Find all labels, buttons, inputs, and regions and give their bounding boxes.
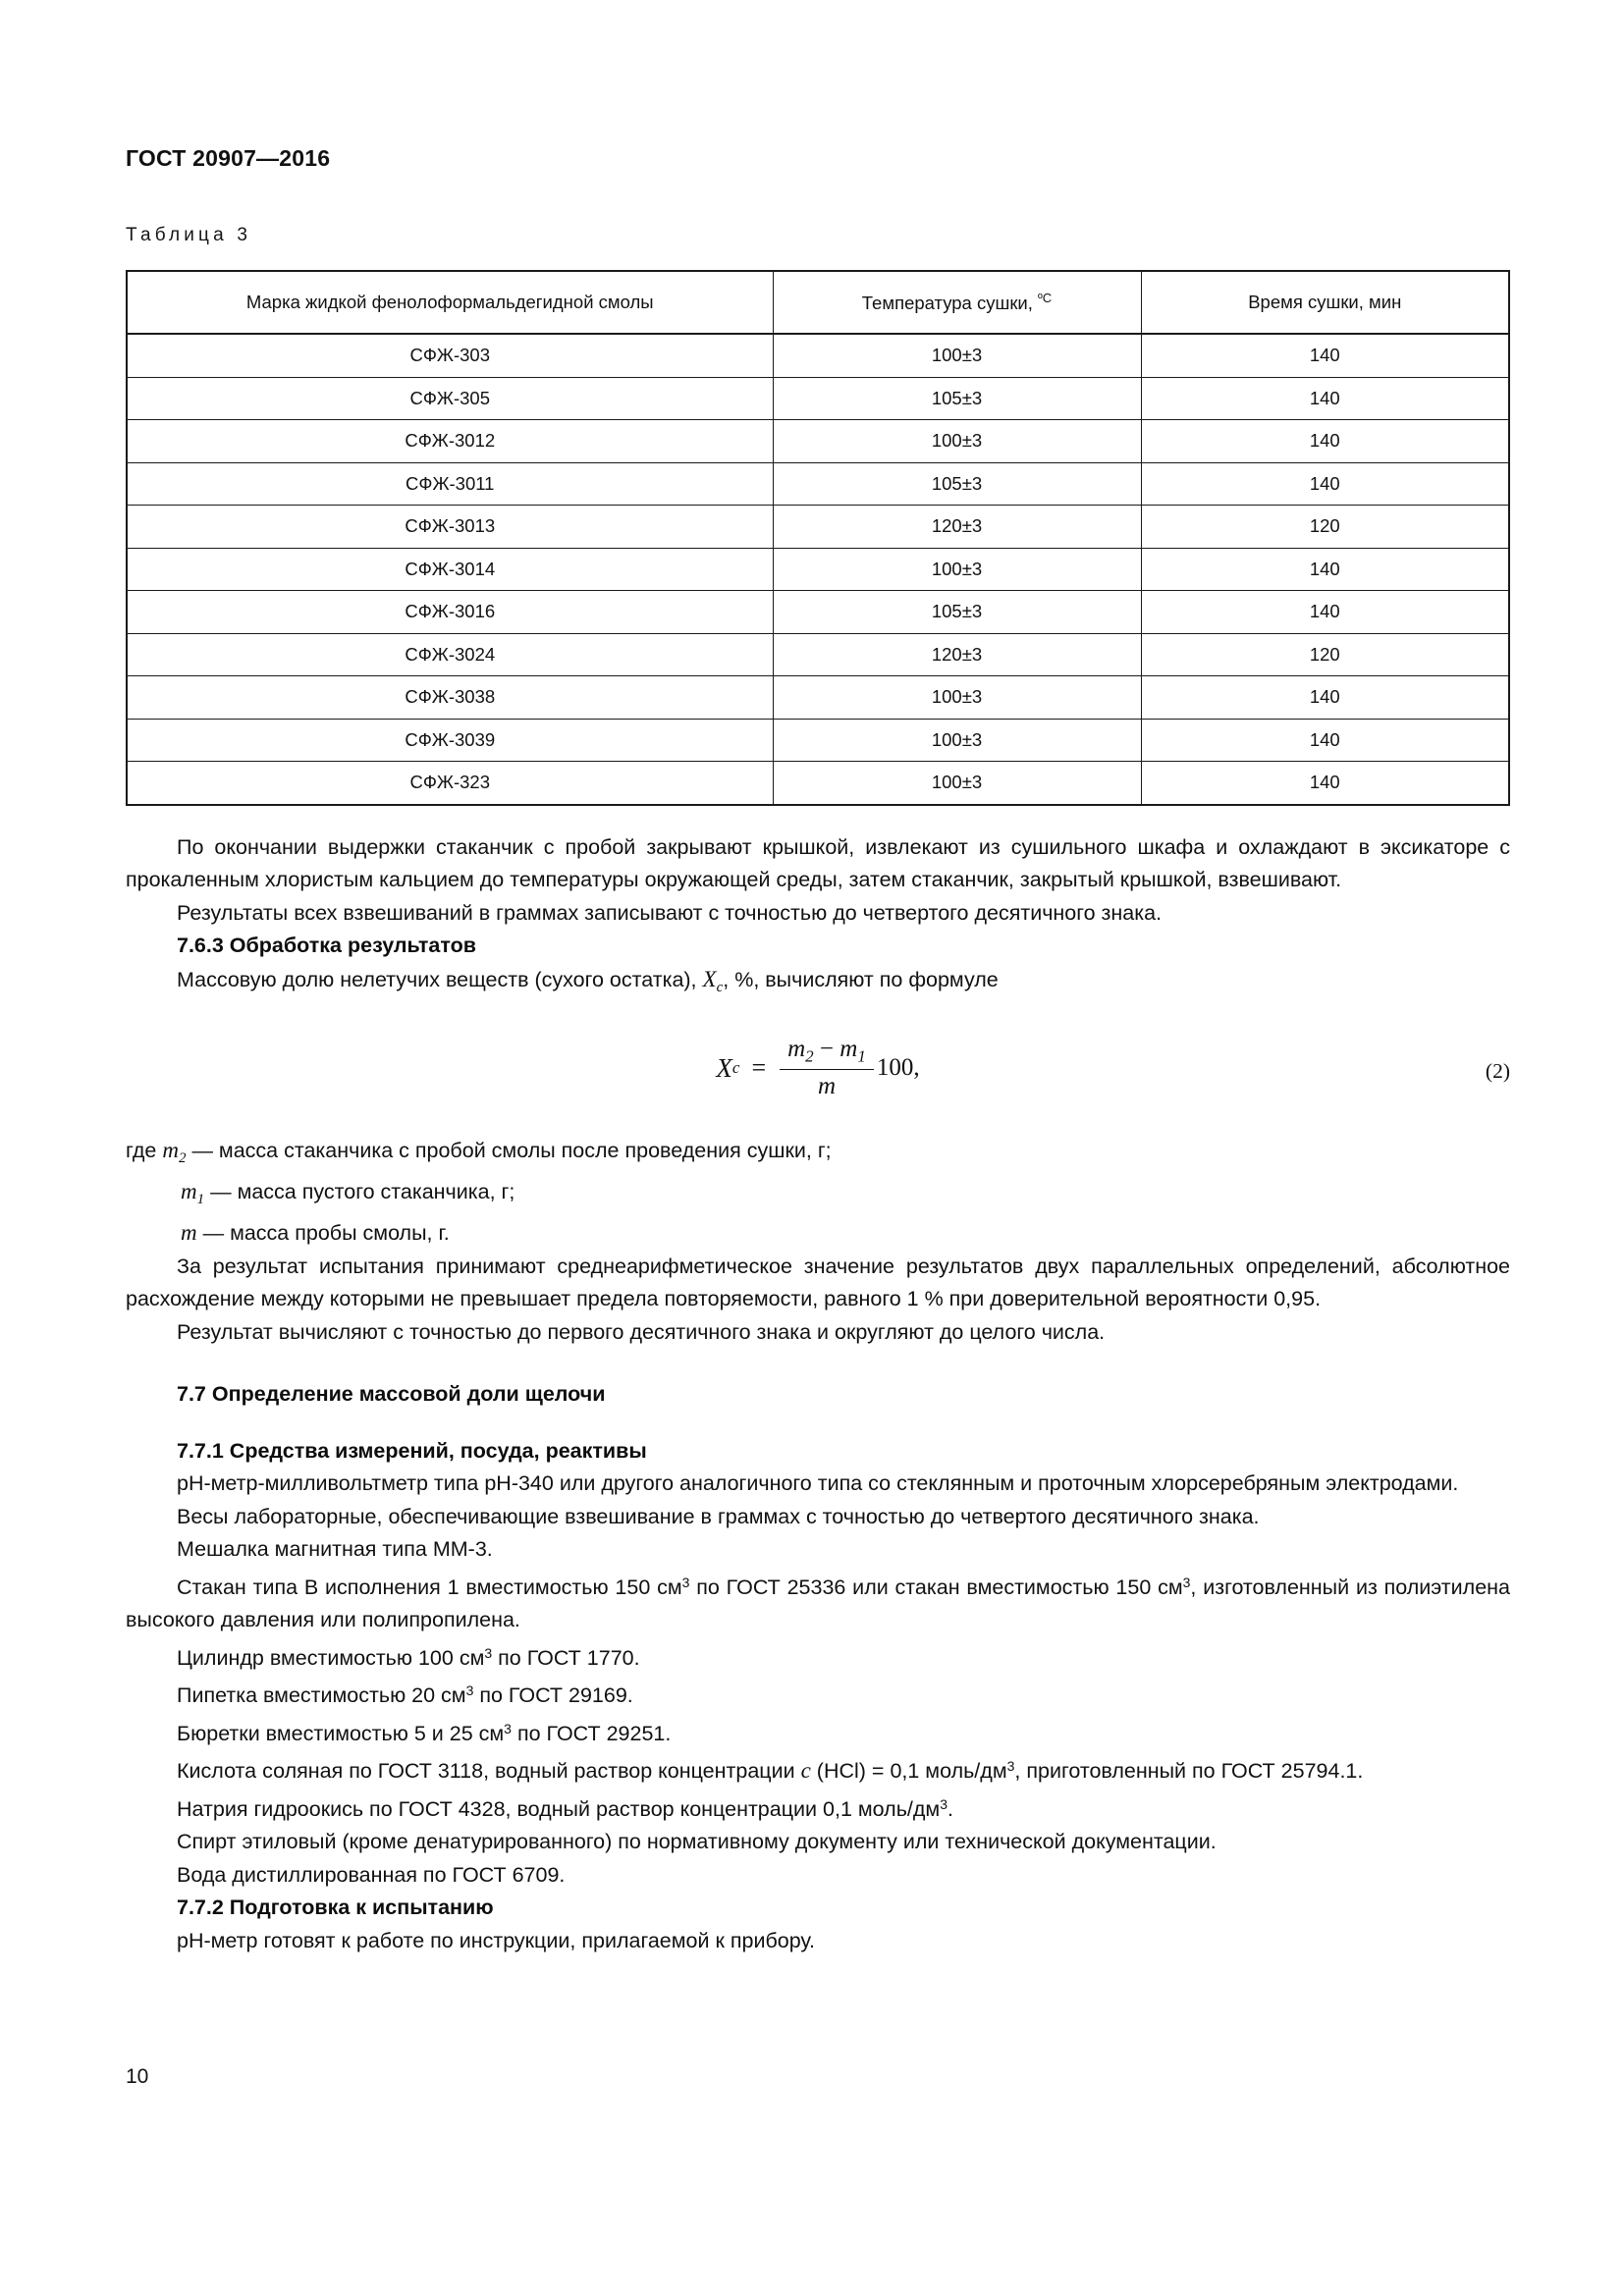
variable-definitions-list bbox=[126, 1134, 1510, 1251]
cell-temperature: 120±3 bbox=[773, 633, 1141, 676]
formula-lhs-subscript: c bbox=[731, 1058, 740, 1078]
column-header-temperature-text: Температура сушки, bbox=[861, 293, 1039, 314]
naoh-text-1: Натрия гидроокись по ГОСТ 4328, водный раствор концентрации 0,1 моль/дм bbox=[177, 1796, 941, 1821]
paragraph-ph-meter: pH-метр-милливольтметр типа pH-340 или другого аналогичного типа со стеклянным и проточным хлорсеребряным электродами. bbox=[177, 1471, 1459, 1496]
formula-numerator-m1-subscript: 1 bbox=[857, 1046, 866, 1066]
formula-denominator: m bbox=[817, 1073, 836, 1100]
variable-definition-m1 bbox=[126, 1175, 1510, 1216]
paragraph-distilled-water: Вода дистиллированная по ГОСТ 6709. bbox=[177, 1862, 566, 1887]
cell-temperature: 100±3 bbox=[773, 719, 1141, 762]
table-row bbox=[127, 548, 1509, 591]
table-row bbox=[127, 420, 1509, 463]
paragraph-magnetic-stirrer: Мешалка магнитная типа ММ-3. bbox=[177, 1537, 493, 1562]
paragraph-formula-intro bbox=[126, 963, 1510, 1004]
heading-7-6-3: 7.6.3 Обработка результатов bbox=[177, 934, 476, 957]
superscript-cubic: 3 bbox=[465, 1682, 474, 1699]
cell-grade: СФЖ-3038 bbox=[127, 676, 773, 720]
cylinder-text-2: по ГОСТ 1770. bbox=[492, 1645, 640, 1670]
cell-time: 140 bbox=[1141, 762, 1509, 805]
paragraph-laboratory-scales: Весы лабораторные, обеспечивающие взвешивание в граммах с точностью до четвертого десятичного знака. bbox=[177, 1504, 1260, 1528]
table-body bbox=[127, 334, 1509, 805]
formula-intro-variable: X bbox=[702, 966, 717, 991]
cell-time: 140 bbox=[1141, 377, 1509, 420]
cell-temperature: 100±3 bbox=[773, 548, 1141, 591]
formula-lhs-variable: X bbox=[716, 1052, 732, 1083]
table-row bbox=[127, 462, 1509, 506]
cell-temperature: 100±3 bbox=[773, 420, 1141, 463]
variable-symbol: m bbox=[162, 1137, 179, 1162]
table-row bbox=[127, 377, 1509, 420]
superscript-cubic: 3 bbox=[1182, 1574, 1191, 1590]
cell-temperature: 100±3 bbox=[773, 334, 1141, 377]
paragraph-pipette bbox=[126, 1675, 1510, 1713]
paragraph-prepare-ph-meter: pH-метр готовят к работе по инструкции, прилагаемой к прибору. bbox=[177, 1928, 816, 1952]
paragraph-after-table: По окончании выдержки стаканчик с пробой закрывают крышкой, извлекают из сушильного шкафа и охлаждают в эксикаторе с прокаленным хлористым кальцием до температуры окружающей среды, затем стаканчик, закрытый крышкой, взвешивают. bbox=[126, 834, 1510, 891]
table-row bbox=[127, 591, 1509, 634]
variable-definition-m2 bbox=[126, 1134, 1510, 1175]
paragraph-weighings: Результаты всех взвешиваний в граммах записывают с точностью до четвертого десятичного знака. bbox=[177, 900, 1163, 925]
variable-description: — масса пробы смолы, г. bbox=[196, 1221, 450, 1246]
paragraph-beaker bbox=[126, 1567, 1510, 1637]
table-row bbox=[127, 762, 1509, 805]
table-caption: Таблица 3 bbox=[126, 225, 252, 245]
cell-temperature: 100±3 bbox=[773, 762, 1141, 805]
formula-intro-after: , %, вычисляют по формуле bbox=[723, 967, 999, 991]
formula-fraction bbox=[780, 1036, 874, 1100]
formula-intro-before: Массовую долю нелетучих веществ (сухого остатка), bbox=[177, 967, 703, 991]
variable-subscript: 1 bbox=[196, 1191, 205, 1207]
beaker-text-1: Стакан типа В исполнения 1 вместимостью 150 см bbox=[177, 1575, 682, 1599]
table-row bbox=[127, 506, 1509, 549]
acid-text-3: , приготовленный по ГОСТ 25794.1. bbox=[1014, 1759, 1364, 1784]
cell-temperature: 105±3 bbox=[773, 462, 1141, 506]
cell-grade: СФЖ-305 bbox=[127, 377, 773, 420]
paragraph-hydrochloric-acid bbox=[126, 1750, 1510, 1789]
heading-7-7-2: 7.7.2 Подготовка к испытанию bbox=[177, 1896, 494, 1920]
cell-time: 140 bbox=[1141, 548, 1509, 591]
cell-time: 120 bbox=[1141, 633, 1509, 676]
cell-grade: СФЖ-3013 bbox=[127, 506, 773, 549]
burette-text-1: Бюретки вместимостью 5 и 25 см bbox=[177, 1721, 505, 1745]
acid-text-2: (HCl) = 0,1 моль/дм bbox=[810, 1759, 1007, 1784]
superscript-cubic: 3 bbox=[940, 1795, 947, 1812]
cell-grade: СФЖ-3012 bbox=[127, 420, 773, 463]
table-row bbox=[127, 719, 1509, 762]
table-row bbox=[127, 676, 1509, 720]
cell-grade: СФЖ-303 bbox=[127, 334, 773, 377]
variable-symbol: m bbox=[181, 1220, 197, 1246]
variable-description: — масса стаканчика с пробой смолы после проведения сушки, г; bbox=[186, 1138, 832, 1162]
superscript-cubic: 3 bbox=[681, 1574, 690, 1590]
paragraph-ethanol: Спирт этиловый (кроме денатурированного) по нормативному документу или технической документации. bbox=[177, 1830, 1217, 1854]
cell-time: 140 bbox=[1141, 676, 1509, 720]
formula-intro-subscript: с bbox=[716, 979, 724, 995]
variable-description: — масса пустого стаканчика, г; bbox=[204, 1180, 515, 1204]
pipette-text-2: по ГОСТ 29169. bbox=[473, 1683, 633, 1708]
page-number: 10 bbox=[126, 2065, 149, 2088]
paragraph-rounding: Результат вычисляют с точностью до первого десятичного знака и округляют до целого числа. bbox=[177, 1319, 1106, 1344]
where-label: где bbox=[126, 1138, 163, 1162]
cell-temperature: 105±3 bbox=[773, 591, 1141, 634]
beaker-text-3: , изготовленный из полиэтилена высокого давления или полипропилена. bbox=[126, 1575, 1510, 1632]
page-content bbox=[126, 0, 1510, 1957]
formula-numerator-m2-subscript: 2 bbox=[805, 1046, 814, 1066]
formula-factor: 100, bbox=[876, 1054, 920, 1082]
superscript-cubic: 3 bbox=[484, 1644, 493, 1661]
formula-numerator bbox=[780, 1036, 874, 1070]
cell-grade: СФЖ-323 bbox=[127, 762, 773, 805]
formula-minus-sign: − bbox=[819, 1035, 835, 1062]
formula-numerator-m2: m bbox=[787, 1035, 806, 1062]
cell-temperature: 100±3 bbox=[773, 676, 1141, 720]
formula-numerator-m1: m bbox=[839, 1035, 858, 1062]
paragraph-cylinder bbox=[126, 1637, 1510, 1676]
cell-grade: СФЖ-3016 bbox=[127, 591, 773, 634]
heading-7-7: 7.7 Определение массовой доли щелочи bbox=[177, 1382, 606, 1407]
column-header-temperature bbox=[773, 271, 1141, 334]
heading-7-7-1: 7.7.1 Средства измерений, посуда, реактивы bbox=[177, 1438, 647, 1463]
burette-text-2: по ГОСТ 29251. bbox=[511, 1721, 672, 1745]
acid-text-1: Кислота соляная по ГОСТ 3118, водный раствор концентрации bbox=[177, 1759, 801, 1784]
column-header-time: Время сушки, мин bbox=[1141, 271, 1509, 334]
column-header-grade: Марка жидкой фенолоформальдегидной смолы bbox=[127, 271, 773, 334]
variable-definition-m bbox=[126, 1216, 1510, 1251]
naoh-text-2: . bbox=[947, 1796, 953, 1821]
cell-grade: СФЖ-3039 bbox=[127, 719, 773, 762]
cell-grade: СФЖ-3014 bbox=[127, 548, 773, 591]
superscript-cubic: 3 bbox=[504, 1720, 512, 1736]
cell-time: 140 bbox=[1141, 420, 1509, 463]
table-header-row bbox=[127, 271, 1509, 334]
cylinder-text-1: Цилиндр вместимостью 100 см bbox=[177, 1645, 485, 1670]
cell-time: 140 bbox=[1141, 462, 1509, 506]
paragraph-burettes bbox=[126, 1713, 1510, 1751]
standard-header: ГОСТ 20907—2016 bbox=[126, 145, 331, 171]
drying-modes-table bbox=[126, 270, 1510, 806]
cell-temperature: 105±3 bbox=[773, 377, 1141, 420]
cell-time: 140 bbox=[1141, 719, 1509, 762]
table-row bbox=[127, 334, 1509, 377]
acid-concentration-symbol: с bbox=[800, 1758, 811, 1784]
cell-grade: СФЖ-3011 bbox=[127, 462, 773, 506]
beaker-text-2: по ГОСТ 25336 или стакан вместимостью 150 см bbox=[689, 1575, 1183, 1599]
formula-expression bbox=[126, 1036, 1510, 1100]
cell-grade: СФЖ-3024 bbox=[127, 633, 773, 676]
formula-block bbox=[126, 1030, 1510, 1114]
paragraph-sodium-hydroxide bbox=[126, 1789, 1510, 1827]
equation-number: (2) bbox=[1485, 1058, 1510, 1083]
variable-symbol: m bbox=[181, 1179, 197, 1204]
superscript-cubic: 3 bbox=[1006, 1758, 1015, 1775]
degree-celsius-unit: ºС bbox=[1038, 290, 1053, 305]
pipette-text-1: Пипетка вместимостью 20 см bbox=[177, 1683, 466, 1708]
table-row bbox=[127, 633, 1509, 676]
cell-time: 120 bbox=[1141, 506, 1509, 549]
variable-subscript: 2 bbox=[178, 1149, 187, 1166]
formula-equals-sign: = bbox=[751, 1053, 767, 1083]
paragraph-average: За результат испытания принимают среднеарифметическое значение результатов двух параллельных определений, абсолютное расхождение между которыми не превышает предела повторяемости, равного 1 % при доверительной вероятности 0,95. bbox=[126, 1254, 1510, 1311]
cell-time: 140 bbox=[1141, 334, 1509, 377]
cell-temperature: 120±3 bbox=[773, 506, 1141, 549]
cell-time: 140 bbox=[1141, 591, 1509, 634]
